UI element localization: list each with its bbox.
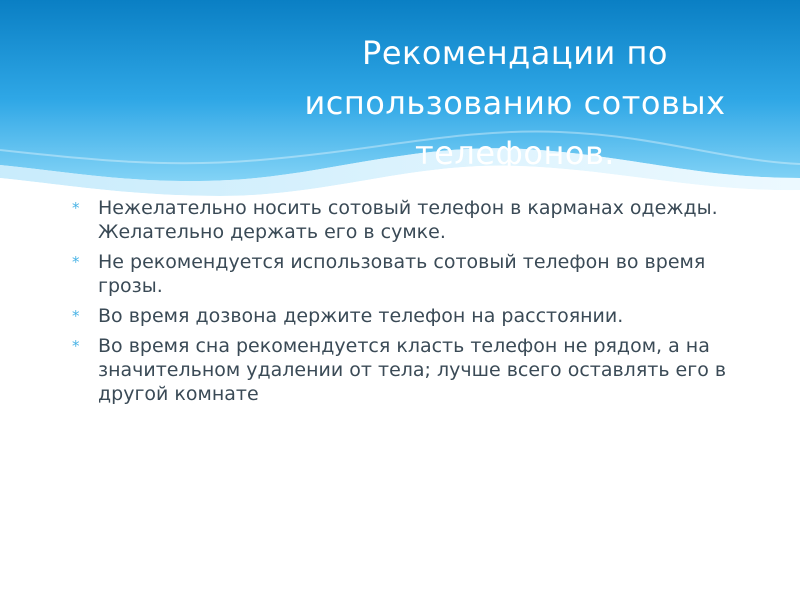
list-item-text: Не рекомендуется использовать сотовый телефон во время грозы. [98, 251, 706, 297]
bullet-star-icon: * [72, 307, 80, 325]
bullet-star-icon: * [72, 337, 80, 355]
list-item-text: Во время дозвона держите телефон на расстоянии. [98, 305, 624, 327]
slide-title: Рекомендации по использованию сотовых телефонов. [304, 34, 726, 172]
list-item [72, 334, 762, 406]
list-item [72, 250, 762, 298]
list-item-text: Во время сна рекомендуется класть телефон не рядом, а на значительном удалении от тела; лучше всего оставлять его в другой комнате [98, 335, 727, 405]
list-item [72, 196, 762, 244]
bullet-star-icon: * [72, 253, 80, 271]
list-item-text: Нежелательно носить сотовый телефон в карманах одежды. Желательно держать его в сумке. [98, 197, 718, 243]
list-item [72, 304, 762, 328]
bullet-list [72, 196, 762, 412]
bullet-star-icon: * [72, 199, 80, 217]
